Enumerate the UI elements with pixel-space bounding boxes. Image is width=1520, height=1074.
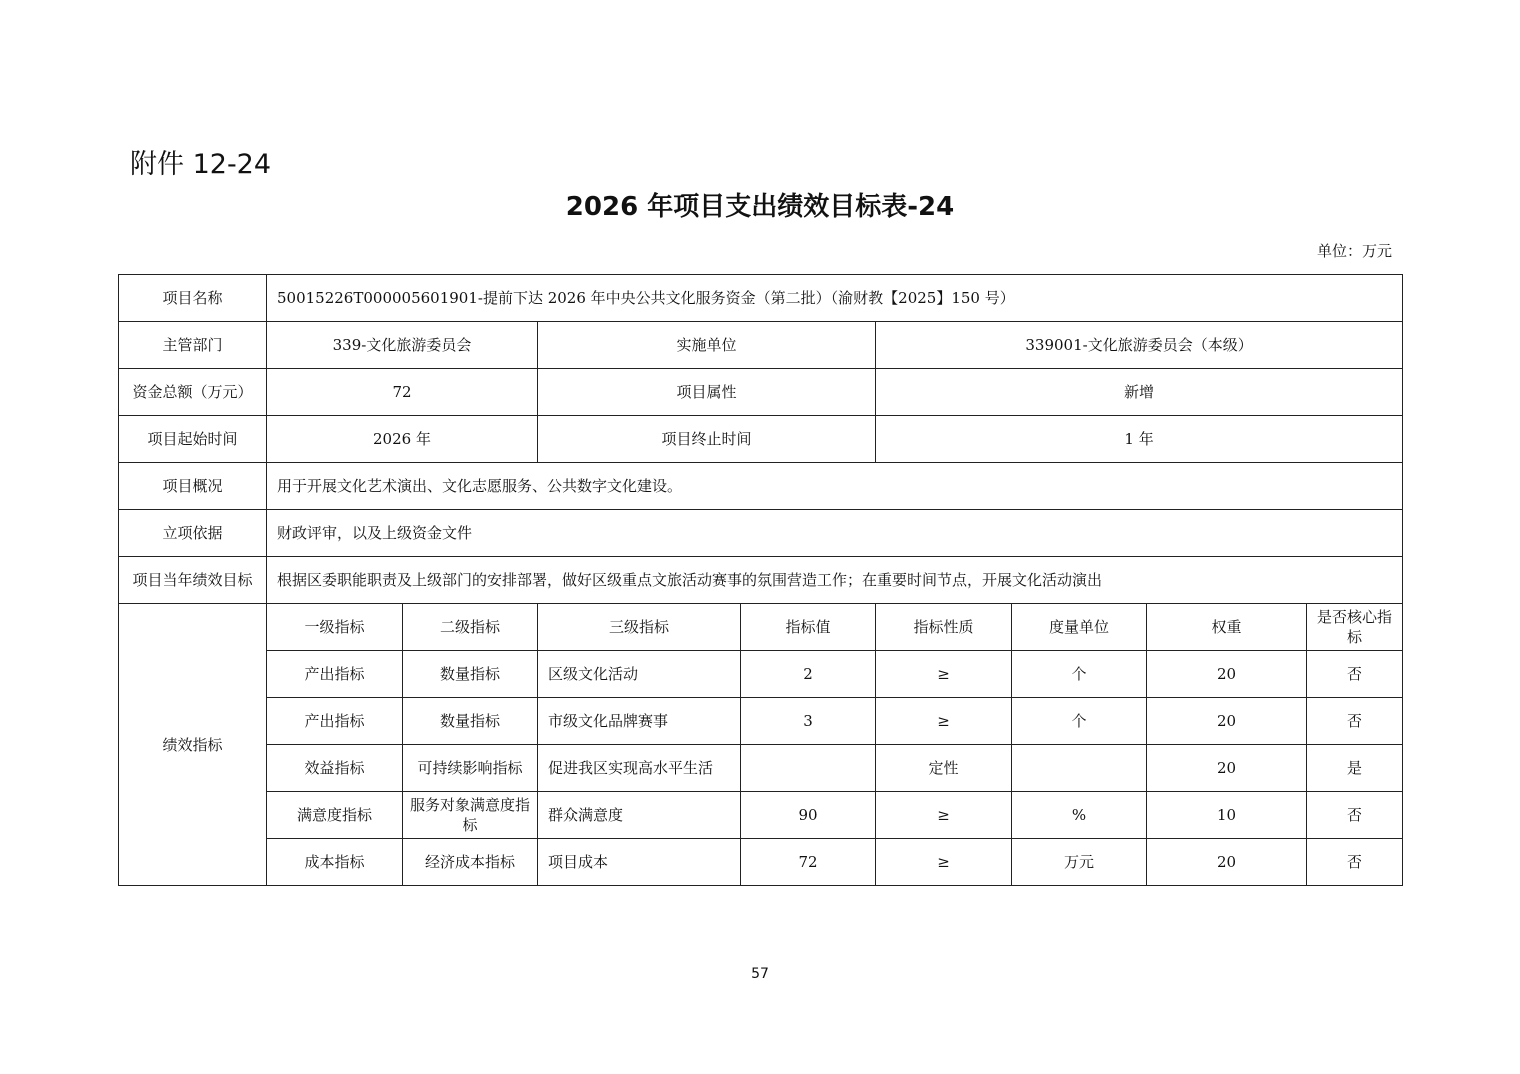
weight-cell: 20: [1147, 745, 1307, 792]
end-value: 1 年: [876, 416, 1403, 463]
value-cell: 2: [741, 651, 876, 698]
dept-label: 主管部门: [119, 322, 267, 369]
core-cell: 是: [1307, 745, 1403, 792]
time-row: [119, 416, 1403, 463]
level1-cell: 成本指标: [267, 839, 403, 886]
header-core: 是否核心指标: [1307, 604, 1403, 651]
goal-value: 根据区委职能职责及上级部门的安排部署，做好区级重点文旅活动赛事的氛围营造工作；在重要时间节点，开展文化活动演出: [267, 557, 1403, 604]
basis-value: 财政评审，以及上级资金文件: [267, 510, 1403, 557]
nature-cell: ≥: [876, 792, 1012, 839]
nature-cell: ≥: [876, 651, 1012, 698]
overview-label: 项目概况: [119, 463, 267, 510]
indicator-row: [119, 745, 1403, 792]
performance-table: [118, 274, 1403, 886]
value-cell: 72: [741, 839, 876, 886]
level3-cell: 市级文化品牌赛事: [538, 698, 741, 745]
value-cell: 90: [741, 792, 876, 839]
attachment-label: 附件 12-24: [130, 149, 272, 180]
core-cell: 否: [1307, 839, 1403, 886]
dept-row: [119, 322, 1403, 369]
fund-row: [119, 369, 1403, 416]
indicator-header-row: [119, 604, 1403, 651]
level2-cell: 数量指标: [403, 698, 538, 745]
level3-cell: 区级文化活动: [538, 651, 741, 698]
level1-cell: 产出指标: [267, 698, 403, 745]
overview-row: [119, 463, 1403, 510]
indicators-section-label: 绩效指标: [119, 604, 267, 886]
attr-value: 新增: [876, 369, 1403, 416]
header-unit: 度量单位: [1012, 604, 1147, 651]
header-level2: 二级指标: [403, 604, 538, 651]
level1-cell: 效益指标: [267, 745, 403, 792]
value-cell: [741, 745, 876, 792]
start-value: 2026 年: [267, 416, 538, 463]
fund-value: 72: [267, 369, 538, 416]
end-label: 项目终止时间: [538, 416, 876, 463]
basis-row: [119, 510, 1403, 557]
nature-cell: ≥: [876, 698, 1012, 745]
indicator-row: [119, 698, 1403, 745]
page-number: 57: [751, 966, 769, 982]
dept-value: 339-文化旅游委员会: [267, 322, 538, 369]
start-label: 项目起始时间: [119, 416, 267, 463]
nature-cell: ≥: [876, 839, 1012, 886]
weight-cell: 20: [1147, 651, 1307, 698]
page-title: 2026 年项目支出绩效目标表-24: [565, 192, 955, 222]
header-weight: 权重: [1147, 604, 1307, 651]
indicator-row: [119, 839, 1403, 886]
unit-cell: 个: [1012, 651, 1147, 698]
level3-cell: 项目成本: [538, 839, 741, 886]
core-cell: 否: [1307, 792, 1403, 839]
level1-cell: 产出指标: [267, 651, 403, 698]
unit-cell: 个: [1012, 698, 1147, 745]
value-cell: 3: [741, 698, 876, 745]
weight-cell: 20: [1147, 698, 1307, 745]
impl-unit-value: 339001-文化旅游委员会（本级）: [876, 322, 1403, 369]
impl-unit-label: 实施单位: [538, 322, 876, 369]
overview-value: 用于开展文化艺术演出、文化志愿服务、公共数字文化建设。: [267, 463, 1403, 510]
nature-cell: 定性: [876, 745, 1012, 792]
unit-cell: %: [1012, 792, 1147, 839]
indicator-row: [119, 651, 1403, 698]
level2-cell: 经济成本指标: [403, 839, 538, 886]
weight-cell: 20: [1147, 839, 1307, 886]
project-name-value: 50015226T000005601901-提前下达 2026 年中央公共文化服务资金（第二批）（渝财教【2025】150 号）: [267, 275, 1403, 322]
level2-cell: 数量指标: [403, 651, 538, 698]
indicator-row: [119, 792, 1403, 839]
goal-row: [119, 557, 1403, 604]
level3-cell: 群众满意度: [538, 792, 741, 839]
level2-cell: 服务对象满意度指标: [403, 792, 538, 839]
unit-cell: [1012, 745, 1147, 792]
unit-label: 单位：万元: [1316, 242, 1392, 260]
attr-label: 项目属性: [538, 369, 876, 416]
core-cell: 否: [1307, 698, 1403, 745]
level3-cell: 促进我区实现高水平生活: [538, 745, 741, 792]
header-level3: 三级指标: [538, 604, 741, 651]
level2-cell: 可持续影响指标: [403, 745, 538, 792]
level1-cell: 满意度指标: [267, 792, 403, 839]
basis-label: 立项依据: [119, 510, 267, 557]
project-name-label: 项目名称: [119, 275, 267, 322]
header-nature: 指标性质: [876, 604, 1012, 651]
unit-cell: 万元: [1012, 839, 1147, 886]
goal-label: 项目当年绩效目标: [119, 557, 267, 604]
header-value: 指标值: [741, 604, 876, 651]
project-name-row: [119, 275, 1403, 322]
fund-label: 资金总额（万元）: [119, 369, 267, 416]
weight-cell: 10: [1147, 792, 1307, 839]
header-level1: 一级指标: [267, 604, 403, 651]
core-cell: 否: [1307, 651, 1403, 698]
